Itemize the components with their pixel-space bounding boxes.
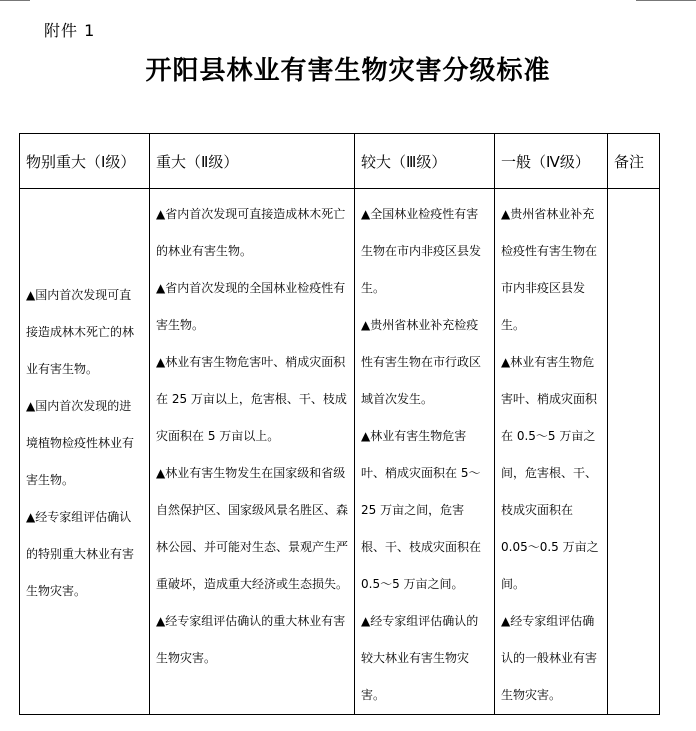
remarks-cell bbox=[608, 189, 660, 715]
level3-item: ▲经专家组评估确认的较大林业有害生物灾害。 bbox=[361, 614, 479, 702]
level3-item: ▲林业有害生物危害叶、梢成灾面积在 5～25 万亩之间，危害根、干、枝成灾面积在 0.5～5 万亩之间。 bbox=[361, 429, 482, 591]
grading-table bbox=[19, 133, 660, 715]
top-right-rule bbox=[636, 0, 696, 1]
level1-item: ▲经专家组评估确认的特别重大林业有害生物灾害。 bbox=[26, 510, 135, 598]
column-header-level1: 物别重大（Ⅰ级） bbox=[20, 134, 150, 189]
level3-cell bbox=[355, 189, 495, 715]
level2-item: ▲林业有害生物发生在国家级和省级自然保护区、国家级风景名胜区、森林公园、并可能对生态、景观产生严重破坏，造成重大经济或生态损失。 bbox=[156, 466, 349, 591]
table-header-row bbox=[20, 134, 660, 189]
level1-item: ▲国内首次发现的进境植物检疫性林业有害生物。 bbox=[26, 399, 135, 487]
level1-item: ▲国内首次发现可直接造成林木死亡的林业有害生物。 bbox=[26, 288, 135, 376]
level4-item: ▲贵州省林业补充检疫性有害生物在市内非疫区县发生。 bbox=[501, 207, 598, 332]
column-header-level4: 一般（Ⅳ级） bbox=[495, 134, 608, 189]
remarks-text bbox=[608, 189, 659, 196]
level2-item: ▲省内首次发现可直接造成林木死亡的林业有害生物。 bbox=[156, 207, 346, 258]
level4-cell bbox=[495, 189, 608, 715]
level2-item: ▲省内首次发现的全国林业检疫性有害生物。 bbox=[156, 281, 346, 332]
level4-item: ▲林业有害生物危害叶、梢成灾面积在 0.5～5 万亩之间，危害根、干、枝成灾面积在 0.05～0.5 万亩之间。 bbox=[501, 355, 599, 591]
level2-cell bbox=[150, 189, 355, 715]
level3-item: ▲贵州省林业补充检疫性有害生物在市行政区域首次发生。 bbox=[361, 318, 482, 406]
attachment-label: 附件 1 bbox=[44, 21, 96, 40]
level3-item: ▲全国林业检疫性有害生物在市内非疫区县发生。 bbox=[361, 207, 482, 295]
level2-item: ▲经专家组评估确认的重大林业有害生物灾害。 bbox=[156, 614, 346, 665]
top-left-rule bbox=[0, 0, 30, 1]
level1-cell bbox=[20, 189, 150, 715]
column-header-level3: 较大（Ⅲ级） bbox=[355, 134, 495, 189]
page-title: 开阳县林业有害生物灾害分级标准 bbox=[145, 56, 551, 86]
level2-item: ▲林业有害生物危害叶、梢成灾面积在 25 万亩以上，危害根、干、枝成灾面积在 5 万亩以上。 bbox=[156, 355, 347, 443]
level4-item: ▲经专家组评估确认的一般林业有害生物灾害。 bbox=[501, 614, 598, 702]
column-header-level2: 重大（Ⅱ级） bbox=[150, 134, 355, 189]
column-header-remarks: 备注 bbox=[608, 134, 660, 189]
table-row bbox=[20, 189, 660, 715]
